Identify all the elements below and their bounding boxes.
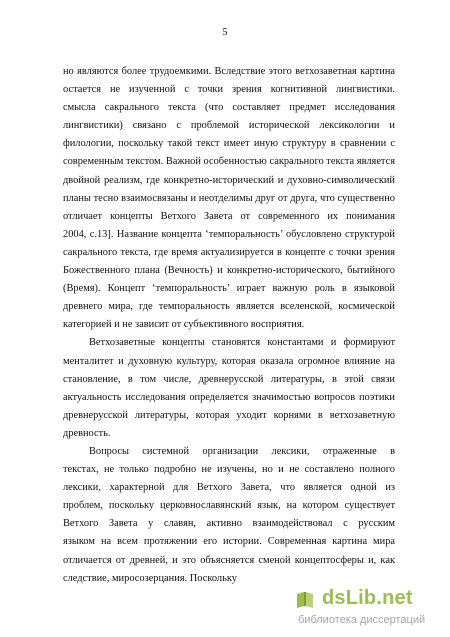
text-line: 2004, с.13]. Название концепта ‘темпоральность’ обусловлено структурой <box>63 228 395 240</box>
text-line: становление, в том числе, древнерусской литературы, в этой связи <box>63 373 395 385</box>
text-line: следствие, миросозерцания. Поскольку <box>63 572 237 584</box>
paragraph <box>63 334 395 443</box>
text-line: отличается от древней, и это объясняется сменой концептосферы и, как <box>63 554 395 566</box>
page-number: 5 <box>222 27 228 38</box>
paragraph <box>63 443 395 588</box>
text-line: отличает концепты Ветхого Завета от современного их понимания <box>63 210 395 222</box>
text-line: Ветхого Завета у славян, активно взаимодействовал с русским <box>63 518 395 530</box>
text-line: категорией и не зависит от субъективного восприятия. <box>63 319 305 331</box>
watermark <box>294 587 434 631</box>
text-line: Вопросы системной организации лексики, отраженные в <box>89 445 395 457</box>
document-body <box>63 63 395 588</box>
text-line: лексики, характерной для Ветхого Завета, что является одной из <box>63 482 395 494</box>
text-line: Божественного плана (Вечность) и конкретно-исторического, бытийного <box>63 265 395 277</box>
text-line: актуальность исследования определяется значимостью вопросов поэтики <box>63 391 395 403</box>
text-line: древнего мира, где темпоральность является вселенской, космической <box>63 301 395 313</box>
text-line: Ветхозаветные концепты становятся константами и формируют <box>89 337 395 349</box>
paragraph <box>63 63 395 334</box>
text-line: двойной реализм, где конкретно-исторический и духовно-символический <box>63 174 395 186</box>
text-line: смысла сакрального текста (что составляет предмет исследования <box>63 102 395 114</box>
text-line: языком на всем протяжении его истории. Современная картина мира <box>63 536 395 548</box>
text-line: планы тесно взаимосвязаны и неотделимы друг от друга, что существенно <box>63 192 395 204</box>
text-line: древность. <box>63 427 111 439</box>
text-line: лингвистики) связано с проблемой исторической лексикологии и <box>63 120 395 132</box>
text-line: филологии, поскольку такой текст имеет иную структуру в сравнении с <box>63 138 395 150</box>
text-line: менталитет и духовную культуру, которая оказала огромное влияние на <box>63 355 395 367</box>
text-line: сакрального текста, где время актуализируется в концепте с точки зрения <box>63 246 395 258</box>
text-line: древнерусской литературы, которая уходит корнями в ветхозаветную <box>63 409 395 421</box>
watermark-title: dsLib.net <box>322 587 413 609</box>
text-line: остается не изученной с точки зрения когнитивной лингвистики. <box>63 84 395 96</box>
text-line: (Время). Концепт ‘темпоральность’ играет важную роль в языковой <box>63 283 395 295</box>
text-line: но являются более трудоемкими. Вследствие этого ветхозаветная картина <box>63 66 395 77</box>
book-logo-icon <box>294 589 316 611</box>
text-line: современным текстом. Важной особенностью сакрального текста является <box>63 156 395 168</box>
watermark-subtitle: библиотека диссертаций <box>298 614 426 626</box>
text-line: текстах, не только подробно не изучены, но и не составлено полного <box>63 464 395 476</box>
text-line: проблем, поскольку церковнославянский язык, на котором существует <box>63 500 395 512</box>
